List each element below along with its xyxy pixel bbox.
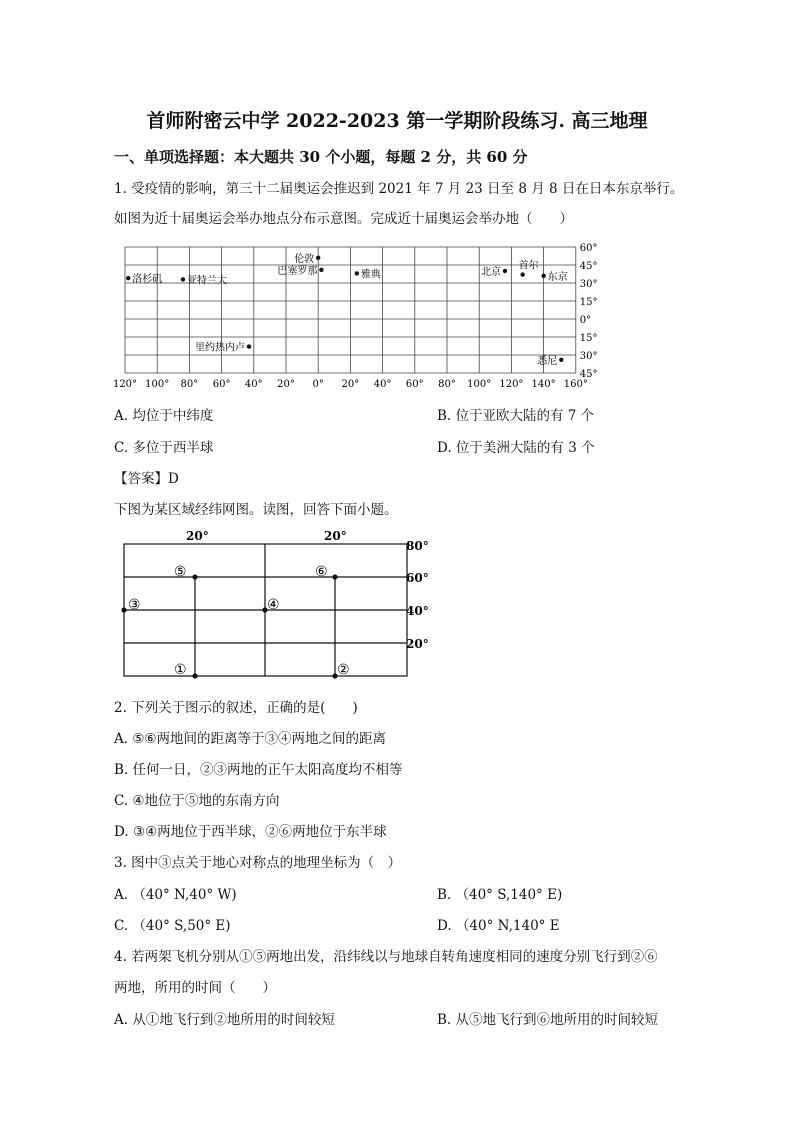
q4-option-b[interactable]: B. 从⑤地飞行到⑥地所用的时间较短 <box>437 1012 659 1028</box>
point-1-dot <box>192 673 197 678</box>
map-x-tick-label: 40° <box>373 379 392 390</box>
city-marker <box>126 276 130 280</box>
q4-option-a[interactable]: A. 从①地飞行到②地所用的时间较短 <box>114 1012 335 1028</box>
q1-stem-line2: 如图为近十届奥运会举办地点分布示意图。完成近十届奥运会举办地（ ） <box>114 211 573 227</box>
grid-right-label: 20° <box>406 637 429 651</box>
map-x-tick-label: 80° <box>180 379 199 390</box>
q2-option-d[interactable]: D. ③④两地位于西半球，②⑥两地位于东半球 <box>114 824 387 840</box>
q3-option-c[interactable]: C. （40° S,50° E) <box>114 918 231 934</box>
city-label: 洛杉矶 <box>132 274 163 286</box>
city-label: 悉尼 <box>537 355 558 367</box>
q4-stem-line2: 两地，所用的时间（ ） <box>114 980 276 996</box>
answer-label: 【答案】 <box>114 471 168 487</box>
q2-option-a[interactable]: A. ⑤⑥两地间的距离等于③④两地之间的距离 <box>114 731 387 747</box>
map-y-tick-label: 60° <box>579 243 598 254</box>
city-marker <box>316 256 320 260</box>
q2-stem: 2. 下列关于图示的叙述，正确的是( ) <box>114 700 358 716</box>
latlong-grid <box>110 526 450 682</box>
map-y-tick-label: 45° <box>579 261 598 272</box>
q3-option-b[interactable]: B. （40° S,140° E) <box>437 887 563 903</box>
answer-value: D <box>168 471 179 487</box>
q3-option-d[interactable]: D. （40° N,140° E <box>437 918 560 934</box>
point-1-label: ① <box>174 662 187 678</box>
map-y-tick-label: 30° <box>579 279 598 290</box>
city-label: 里约热内卢 <box>194 342 245 354</box>
map-x-tick-label: 100° <box>145 379 170 390</box>
map-y-tick-label: 30° <box>579 351 598 362</box>
map-x-tick-label: 120° <box>112 379 138 390</box>
q2-option-b[interactable]: B. 任何一日，②③两地的正午太阳高度均不相等 <box>114 762 403 778</box>
city-marker <box>247 344 251 348</box>
city-marker <box>181 277 185 281</box>
grid-points <box>121 574 337 678</box>
point-3-dot <box>121 607 126 612</box>
map-x-tick-label: 100° <box>467 379 492 390</box>
point-6-label: ⑥ <box>315 564 328 580</box>
city-label: 雅典 <box>360 269 381 281</box>
grid-top-label: 20° <box>186 529 209 543</box>
map-y-tick-label: 0° <box>579 315 592 326</box>
map-x-tick-label: 140° <box>531 379 556 390</box>
map-y-labels <box>580 243 598 380</box>
point-6-dot <box>332 574 337 579</box>
city-marker <box>520 272 524 276</box>
map-grid <box>125 247 576 373</box>
city-label: 亚特兰大 <box>186 275 227 287</box>
grid-right-label: 60° <box>406 571 429 585</box>
page-title: 首师附密云中学 2022-2023 第一学期阶段练习. 高三地理 <box>146 110 648 132</box>
grid-intro: 下图为某区域经纬网图。读图，回答下面小题。 <box>114 502 398 518</box>
city-label: 首尔 <box>518 260 539 272</box>
map-x-tick-label: 160° <box>563 379 588 390</box>
point-4-label: ④ <box>267 597 280 613</box>
q4-stem-line1: 4. 若两架飞机分别从①⑤两地出发，沿纬线以与地球自转角速度相同的速度分别飞行到②⑥ <box>114 949 658 965</box>
q1-answer <box>114 467 179 487</box>
point-3-label: ③ <box>128 597 141 613</box>
city-label: 伦敦 <box>294 253 315 265</box>
map-y-tick-label: 15° <box>579 333 598 344</box>
grid-right-label: 40° <box>406 604 429 618</box>
point-5-dot <box>192 574 197 579</box>
map-x-tick-label: 120° <box>499 379 524 390</box>
map-x-tick-label: 20° <box>277 379 295 390</box>
q3-option-a[interactable]: A. （40° N,40° W) <box>114 887 237 903</box>
point-5-label: ⑤ <box>174 564 187 580</box>
map-x-tick-label: 60° <box>212 379 231 390</box>
city-marker <box>355 271 359 275</box>
map-y-tick-label: 15° <box>579 297 598 308</box>
map-y-tick-label: 45° <box>579 369 598 380</box>
city-marker <box>541 274 545 278</box>
olympic-map <box>110 237 598 390</box>
map-x-tick-label: 80° <box>438 379 456 390</box>
q1-option-c[interactable]: C. 多位于西半球 <box>114 440 214 456</box>
q3-stem: 3. 图中③点关于地心对称点的地理坐标为（ ） <box>114 855 402 871</box>
map-x-tick-label: 0° <box>312 379 324 390</box>
grid-right-label: 80° <box>406 539 429 553</box>
q1-option-b[interactable]: B. 位于亚欧大陆的有 7 个 <box>437 408 595 424</box>
city-marker <box>559 358 563 362</box>
city-label: 北京 <box>480 267 501 278</box>
city-label: 东京 <box>547 271 568 283</box>
map-cities <box>126 252 568 367</box>
q1-option-d[interactable]: D. 位于美洲大陆的有 3 个 <box>437 440 595 456</box>
map-x-labels <box>113 379 588 390</box>
grid-top-label: 20° <box>324 529 347 543</box>
city-marker <box>319 268 323 272</box>
map-x-tick-label: 60° <box>405 379 424 390</box>
city-label: 巴塞罗那 <box>277 265 318 277</box>
section-heading: 一、单项选择题：本大题共 30 个小题，每题 2 分，共 60 分 <box>114 148 528 166</box>
city-marker <box>503 269 507 273</box>
q1-option-a[interactable]: A. 均位于中纬度 <box>114 408 214 424</box>
map-x-tick-label: 20° <box>341 379 360 390</box>
q2-option-c[interactable]: C. ④地位于⑤地的东南方向 <box>114 793 280 809</box>
point-2-label: ② <box>337 662 350 678</box>
map-x-tick-label: 40° <box>244 379 263 390</box>
q1-stem-line1: 1. 受疫情的影响，第三十二届奥运会推迟到 2021 年 7 月 23 日至 8 月 8 日在日本东京举行。 <box>114 181 684 197</box>
